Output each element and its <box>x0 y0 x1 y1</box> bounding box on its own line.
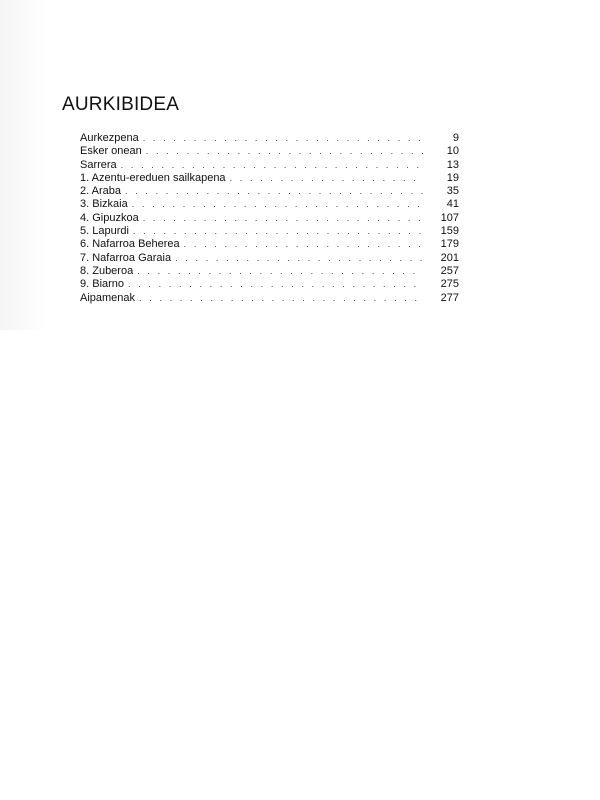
toc-entry-page: 179 <box>440 238 459 251</box>
toc-entry-label: Aurkezpena <box>80 132 139 144</box>
toc-entry-label: 4. Gipuzkoa <box>80 211 139 224</box>
toc-entry-page: 13 <box>446 158 459 171</box>
dot-leader <box>143 132 423 145</box>
dot-leader <box>230 172 423 185</box>
toc-entry <box>80 225 459 238</box>
dot-leader <box>143 212 423 225</box>
toc-entry-page: 257 <box>440 264 459 277</box>
toc-entry-page: 107 <box>440 211 459 224</box>
page-title: AURKIBIDEA <box>62 94 180 115</box>
toc-entry <box>80 172 459 185</box>
toc-entry-label: 9. Biarno <box>80 278 125 291</box>
toc-entry-page: 159 <box>440 225 459 238</box>
dot-leader <box>128 278 423 291</box>
toc-entry-label: Esker onean <box>80 145 142 158</box>
dot-leader <box>121 159 423 172</box>
toc-entry <box>80 292 459 305</box>
toc-entry-page: 201 <box>440 251 459 264</box>
toc-entry-page: 9 <box>452 132 459 144</box>
toc-entry-label: 3. Bizkaia <box>80 198 128 211</box>
toc-entry <box>80 132 459 145</box>
toc-entry-label: Aipamenak <box>80 291 136 304</box>
toc-entry-label: 1. Azentu-ereduen sailkapena <box>80 171 226 184</box>
dot-leader <box>125 185 423 198</box>
toc-entry-label: 2. Araba <box>80 185 121 198</box>
scan-shadow <box>0 0 46 330</box>
table-of-contents <box>80 132 459 305</box>
toc-entry-label: 7. Nafarroa Garaia <box>80 251 172 264</box>
toc-entry-label: 6. Nafarroa Beherea <box>80 238 180 251</box>
toc-entry <box>80 265 459 278</box>
toc-entry-page: 10 <box>446 145 459 158</box>
toc-entry <box>80 145 459 158</box>
toc-entry-page: 275 <box>440 278 459 291</box>
toc-entry-label: 8. Zuberoa <box>80 264 134 277</box>
toc-entry <box>80 238 459 251</box>
toc-entry <box>80 212 459 225</box>
toc-entry <box>80 198 459 211</box>
toc-entry-page: 19 <box>446 171 459 184</box>
toc-entry <box>80 278 459 291</box>
dot-leader <box>184 238 423 251</box>
toc-entry <box>80 185 459 198</box>
dot-leader <box>146 145 423 158</box>
toc-entry-label: 5. Lapurdi <box>80 225 129 238</box>
toc-entry-page: 35 <box>446 185 459 198</box>
toc-entry-page: 41 <box>446 198 459 211</box>
toc-entry-page: 277 <box>440 291 459 304</box>
toc-entry <box>80 252 459 265</box>
dot-leader <box>175 252 423 265</box>
dot-leader <box>137 265 423 278</box>
dot-leader <box>133 225 423 238</box>
toc-entry-label: Sarrera <box>80 158 117 171</box>
dot-leader <box>132 198 423 211</box>
toc-entry <box>80 159 459 172</box>
dot-leader <box>139 292 423 305</box>
